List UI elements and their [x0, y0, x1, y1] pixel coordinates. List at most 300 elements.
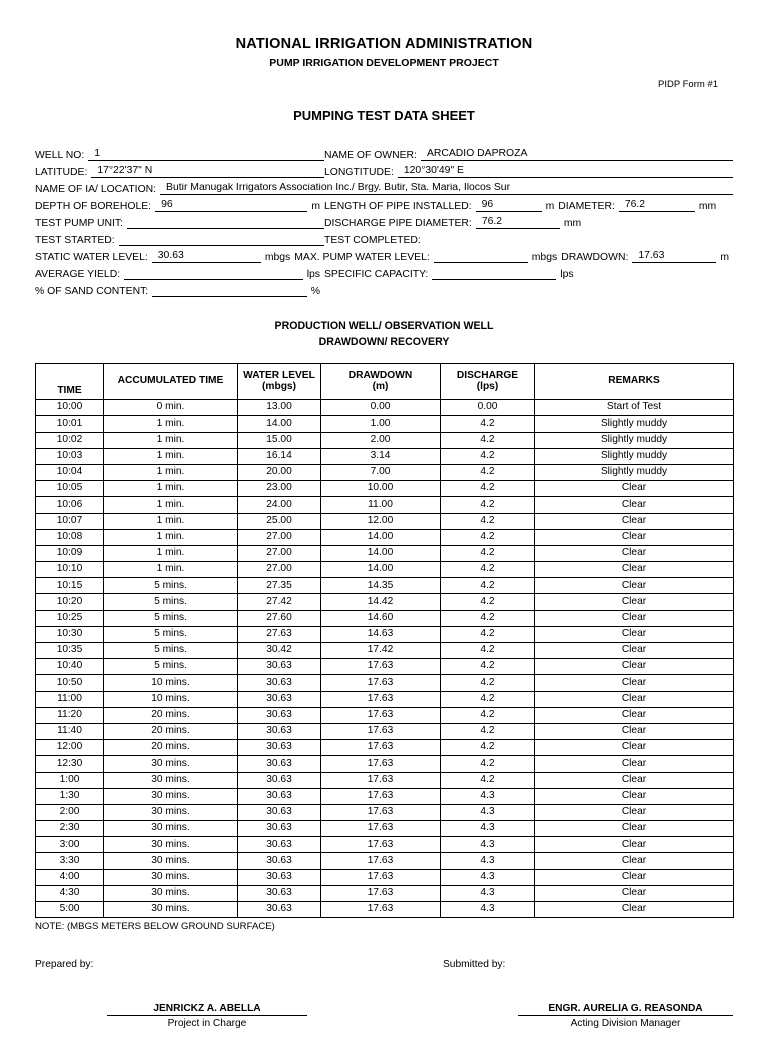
well-no-value[interactable]: 1: [88, 149, 324, 161]
avg-yield-value[interactable]: [124, 278, 303, 280]
cell-remarks: Slightly muddy: [535, 432, 734, 448]
static-water-label: STATIC WATER LEVEL:: [35, 252, 148, 264]
cell-remarks: Clear: [535, 740, 734, 756]
cell-remarks: Clear: [535, 885, 734, 901]
cell-discharge: 4.2: [441, 464, 535, 480]
cell-water-level: 30.63: [238, 885, 321, 901]
cell-discharge: 4.2: [441, 481, 535, 497]
cell-time: 1:00: [36, 772, 104, 788]
table-row: [36, 610, 734, 626]
cell-time: 4:00: [36, 869, 104, 885]
cell-accumulated-time: 30 mins.: [104, 821, 238, 837]
cell-drawdown: 17.63: [321, 869, 441, 885]
cell-time: 2:30: [36, 821, 104, 837]
cell-remarks: Clear: [535, 902, 734, 918]
cell-remarks: Clear: [535, 578, 734, 594]
cell-accumulated-time: 5 mins.: [104, 578, 238, 594]
cell-water-level: 30.63: [238, 821, 321, 837]
table-row: [36, 675, 734, 691]
table-row: [36, 756, 734, 772]
table-row: [36, 545, 734, 561]
table-row: [36, 837, 734, 853]
test-pump-unit-label: TEST PUMP UNIT:: [35, 218, 123, 230]
cell-water-level: 16.14: [238, 448, 321, 464]
cell-discharge: 4.2: [441, 740, 535, 756]
cell-accumulated-time: 20 mins.: [104, 723, 238, 739]
prepared-by-label: Prepared by:: [35, 959, 94, 971]
cell-time: 10:00: [36, 400, 104, 416]
cell-drawdown: 17.63: [321, 691, 441, 707]
cell-discharge: 4.2: [441, 578, 535, 594]
longitude-label: LONGTITUDE:: [324, 167, 394, 179]
cell-time: 10:02: [36, 432, 104, 448]
cell-water-level: 30.63: [238, 675, 321, 691]
field-row-test-times: [35, 229, 733, 246]
cell-water-level: 20.00: [238, 464, 321, 480]
cell-water-level: 30.63: [238, 723, 321, 739]
cell-discharge: 4.2: [441, 545, 535, 561]
cell-drawdown: 17.63: [321, 821, 441, 837]
section-title: [35, 319, 733, 350]
latitude-value[interactable]: 17°22'37" N: [91, 166, 324, 178]
cell-drawdown: 10.00: [321, 481, 441, 497]
cell-time: 12:30: [36, 756, 104, 772]
cell-drawdown: 17.63: [321, 756, 441, 772]
cell-time: 10:35: [36, 643, 104, 659]
cell-discharge: 4.2: [441, 643, 535, 659]
prepared-by-name: JENRICKZ A. ABELLA: [107, 1003, 307, 1016]
cell-drawdown: 11.00: [321, 497, 441, 513]
cell-water-level: 30.63: [238, 740, 321, 756]
cell-accumulated-time: 5 mins.: [104, 659, 238, 675]
table-header-row: [36, 364, 734, 400]
cell-drawdown: 17.42: [321, 643, 441, 659]
well-information-fields: [35, 144, 733, 297]
owner-label: NAME OF OWNER:: [324, 150, 417, 162]
cell-time: 10:09: [36, 545, 104, 561]
cell-drawdown: 14.42: [321, 594, 441, 610]
cell-remarks: Clear: [535, 804, 734, 820]
cell-remarks: Clear: [535, 562, 734, 578]
static-water-unit: mbgs: [264, 252, 291, 264]
drawdown-field-value[interactable]: 17.63: [632, 251, 716, 263]
cell-water-level: 13.00: [238, 400, 321, 416]
cell-accumulated-time: 30 mins.: [104, 804, 238, 820]
cell-remarks: Slightly muddy: [535, 464, 734, 480]
table-row: [36, 772, 734, 788]
test-started-value[interactable]: [119, 244, 324, 246]
cell-remarks: Clear: [535, 772, 734, 788]
cell-water-level: 27.60: [238, 610, 321, 626]
cell-accumulated-time: 1 min.: [104, 464, 238, 480]
table-row: [36, 562, 734, 578]
cell-accumulated-time: 1 min.: [104, 432, 238, 448]
cell-time: 10:30: [36, 626, 104, 642]
cell-discharge: 4.3: [441, 853, 535, 869]
specific-capacity-filler: [578, 279, 733, 280]
cell-water-level: 30.63: [238, 659, 321, 675]
cell-water-level: 27.00: [238, 562, 321, 578]
avg-yield-label: AVERAGE YIELD:: [35, 269, 121, 281]
submitted-by-label: Submitted by:: [443, 959, 506, 971]
cell-drawdown: 17.63: [321, 788, 441, 804]
table-body: [36, 400, 734, 918]
cell-remarks: Clear: [535, 643, 734, 659]
cell-water-level: 27.42: [238, 594, 321, 610]
longitude-value[interactable]: 120°30'49" E: [398, 166, 733, 178]
max-pump-value[interactable]: [434, 261, 528, 263]
cell-discharge: 4.3: [441, 821, 535, 837]
cell-remarks: Clear: [535, 513, 734, 529]
cell-remarks: Clear: [535, 481, 734, 497]
avg-yield-unit: lps: [306, 269, 320, 281]
cell-accumulated-time: 1 min.: [104, 448, 238, 464]
cell-accumulated-time: 10 mins.: [104, 675, 238, 691]
cell-water-level: 30.63: [238, 837, 321, 853]
column-header-drawdown-line1: DRAWDOWN: [348, 370, 413, 381]
cell-accumulated-time: 30 mins.: [104, 788, 238, 804]
column-header-accumulated-time-line1: ACCUMULATED TIME: [117, 375, 224, 387]
cell-time: 10:50: [36, 675, 104, 691]
cell-discharge: 4.2: [441, 416, 535, 432]
cell-accumulated-time: 1 min.: [104, 545, 238, 561]
cell-discharge: 0.00: [441, 400, 535, 416]
cell-water-level: 27.63: [238, 626, 321, 642]
cell-remarks: Clear: [535, 723, 734, 739]
table-row: [36, 400, 734, 416]
cell-water-level: 30.63: [238, 772, 321, 788]
cell-discharge: 4.2: [441, 659, 535, 675]
cell-remarks: Clear: [535, 788, 734, 804]
cell-discharge: 4.2: [441, 529, 535, 545]
specific-capacity-value[interactable]: [432, 278, 556, 280]
cell-water-level: 27.00: [238, 545, 321, 561]
signature-names-row: [35, 1003, 733, 1029]
submitted-by-block: [344, 1003, 733, 1029]
prepared-by-role: Project in Charge: [167, 1018, 247, 1030]
table-row: [36, 691, 734, 707]
cell-discharge: 4.2: [441, 497, 535, 513]
cell-water-level: 30.63: [238, 869, 321, 885]
cell-drawdown: 17.63: [321, 885, 441, 901]
cell-remarks: Clear: [535, 756, 734, 772]
cell-drawdown: 14.63: [321, 626, 441, 642]
cell-remarks: Clear: [535, 626, 734, 642]
project-subtitle: PUMP IRRIGATION DEVELOPMENT PROJECT: [269, 56, 499, 69]
cell-discharge: 4.2: [441, 448, 535, 464]
latitude-label: LATITUDE:: [35, 167, 88, 179]
table-row: [36, 740, 734, 756]
pumping-test-data-sheet-page: [0, 37, 768, 1061]
table-row: [36, 448, 734, 464]
table-row: [36, 885, 734, 901]
depth-borehole-unit: m: [311, 201, 320, 213]
field-row-water-levels: [35, 246, 733, 263]
length-pipe-unit: m: [545, 201, 555, 213]
sand-content-unit: %: [310, 286, 320, 298]
cell-remarks: Clear: [535, 529, 734, 545]
cell-water-level: 14.00: [238, 416, 321, 432]
cell-accumulated-time: 1 min.: [104, 562, 238, 578]
test-completed-value[interactable]: [425, 245, 733, 246]
cell-accumulated-time: 20 mins.: [104, 707, 238, 723]
table-row: [36, 464, 734, 480]
cell-time: 10:05: [36, 481, 104, 497]
table-header: [36, 364, 734, 400]
discharge-pipe-unit: mm: [563, 218, 582, 230]
cell-discharge: 4.2: [441, 594, 535, 610]
cell-time: 10:07: [36, 513, 104, 529]
cell-discharge: 4.2: [441, 756, 535, 772]
prepared-by-block: [35, 1003, 344, 1029]
test-completed-label: TEST COMPLETED:: [324, 235, 421, 247]
cell-drawdown: 14.60: [321, 610, 441, 626]
cell-water-level: 30.63: [238, 707, 321, 723]
cell-drawdown: 17.63: [321, 675, 441, 691]
cell-accumulated-time: 5 mins.: [104, 594, 238, 610]
cell-time: 10:08: [36, 529, 104, 545]
field-row-borehole-pipe: [35, 195, 733, 212]
cell-accumulated-time: 30 mins.: [104, 902, 238, 918]
diameter-value[interactable]: 76.2: [619, 200, 695, 212]
field-row-well-owner: [35, 144, 733, 161]
cell-time: 11:20: [36, 707, 104, 723]
section-title-line2: DRAWDOWN/ RECOVERY: [318, 335, 450, 348]
table-row: [36, 804, 734, 820]
cell-drawdown: 0.00: [321, 400, 441, 416]
cell-drawdown: 17.63: [321, 853, 441, 869]
cell-drawdown: 1.00: [321, 416, 441, 432]
table-row: [36, 853, 734, 869]
cell-drawdown: 17.63: [321, 723, 441, 739]
discharge-pipe-filler: [585, 228, 733, 229]
cell-water-level: 23.00: [238, 481, 321, 497]
sand-content-label: % OF SAND CONTENT:: [35, 286, 149, 298]
cell-accumulated-time: 10 mins.: [104, 691, 238, 707]
form-number: PIDP Form #1: [657, 79, 718, 91]
specific-capacity-unit: lps: [560, 269, 574, 281]
cell-remarks: Clear: [535, 869, 734, 885]
ia-location-value[interactable]: Butir Manugak Irrigators Association Inc./ Brgy. Butir, Sta. Maria, Ilocos Sur: [160, 183, 733, 195]
table-row: [36, 497, 734, 513]
cell-discharge: 4.3: [441, 837, 535, 853]
diameter-label: DIAMETER:: [558, 201, 615, 213]
table-row: [36, 902, 734, 918]
cell-remarks: Clear: [535, 853, 734, 869]
cell-time: 2:00: [36, 804, 104, 820]
column-header-water-level-line1: WATER LEVEL: [243, 370, 315, 381]
cell-time: 11:00: [36, 691, 104, 707]
cell-time: 10:40: [36, 659, 104, 675]
cell-accumulated-time: 1 min.: [104, 497, 238, 513]
cell-accumulated-time: 1 min.: [104, 529, 238, 545]
cell-discharge: 4.2: [441, 723, 535, 739]
cell-time: 10:06: [36, 497, 104, 513]
column-header-drawdown: [321, 364, 441, 400]
cell-water-level: 27.00: [238, 529, 321, 545]
table-row: [36, 788, 734, 804]
cell-discharge: 4.2: [441, 707, 535, 723]
cell-drawdown: 14.00: [321, 562, 441, 578]
signature-section: [35, 959, 733, 1029]
cell-water-level: 30.63: [238, 756, 321, 772]
cell-drawdown: 17.63: [321, 902, 441, 918]
cell-discharge: 4.2: [441, 432, 535, 448]
max-pump-unit: mbgs: [531, 252, 558, 264]
cell-water-level: 30.42: [238, 643, 321, 659]
drawdown-field-unit: m: [720, 252, 729, 264]
cell-time: 10:03: [36, 448, 104, 464]
sheet-title: PUMPING TEST DATA SHEET: [293, 108, 475, 124]
cell-time: 10:04: [36, 464, 104, 480]
cell-accumulated-time: 0 min.: [104, 400, 238, 416]
cell-accumulated-time: 30 mins.: [104, 853, 238, 869]
cell-time: 10:15: [36, 578, 104, 594]
cell-time: 10:01: [36, 416, 104, 432]
cell-water-level: 30.63: [238, 804, 321, 820]
cell-time: 3:00: [36, 837, 104, 853]
table-row: [36, 626, 734, 642]
section-title-line1: PRODUCTION WELL/ OBSERVATION WELL: [274, 320, 494, 333]
table-row: [36, 578, 734, 594]
cell-remarks: Clear: [535, 610, 734, 626]
cell-discharge: 4.3: [441, 788, 535, 804]
ia-location-label: NAME OF IA/ LOCATION:: [35, 184, 157, 196]
cell-time: 1:30: [36, 788, 104, 804]
column-header-time-line1: TIME: [57, 384, 82, 396]
table-row: [36, 432, 734, 448]
table-row: [36, 643, 734, 659]
cell-time: 10:10: [36, 562, 104, 578]
cell-discharge: 4.2: [441, 772, 535, 788]
cell-drawdown: 14.35: [321, 578, 441, 594]
cell-water-level: 25.00: [238, 513, 321, 529]
test-started-label: TEST STARTED:: [35, 235, 115, 247]
cell-discharge: 4.2: [441, 691, 535, 707]
well-no-label: WELL NO:: [35, 150, 85, 162]
column-header-accumulated-time: [104, 364, 238, 400]
field-row-lat-long: [35, 161, 733, 178]
static-water-value[interactable]: 30.63: [152, 251, 261, 263]
cell-time: 5:00: [36, 902, 104, 918]
submitted-by-name: ENGR. AURELIA G. REASONDA: [518, 1003, 733, 1016]
document-header: [35, 37, 733, 69]
cell-discharge: 4.3: [441, 885, 535, 901]
cell-drawdown: 3.14: [321, 448, 441, 464]
cell-remarks: Clear: [535, 497, 734, 513]
agency-title: NATIONAL IRRIGATION ADMINISTRATION: [235, 36, 533, 52]
cell-water-level: 27.35: [238, 578, 321, 594]
cell-drawdown: 17.63: [321, 772, 441, 788]
cell-accumulated-time: 30 mins.: [104, 885, 238, 901]
table-row: [36, 869, 734, 885]
cell-remarks: Slightly muddy: [535, 416, 734, 432]
cell-remarks: Clear: [535, 691, 734, 707]
pumping-test-table: [35, 363, 734, 918]
cell-drawdown: 12.00: [321, 513, 441, 529]
table-row: [36, 481, 734, 497]
cell-water-level: 30.63: [238, 853, 321, 869]
cell-drawdown: 17.63: [321, 740, 441, 756]
diameter-unit: mm: [698, 201, 717, 213]
cell-drawdown: 7.00: [321, 464, 441, 480]
test-pump-unit-value[interactable]: [127, 227, 324, 229]
cell-accumulated-time: 30 mins.: [104, 756, 238, 772]
cell-remarks: Clear: [535, 707, 734, 723]
cell-discharge: 4.3: [441, 804, 535, 820]
depth-borehole-value[interactable]: 96: [155, 200, 307, 212]
cell-time: 10:20: [36, 594, 104, 610]
column-header-remarks: [535, 364, 734, 400]
cell-remarks: Clear: [535, 821, 734, 837]
cell-time: 3:30: [36, 853, 104, 869]
cell-drawdown: 17.63: [321, 707, 441, 723]
column-header-time: [36, 364, 104, 400]
discharge-pipe-label: DISCHARGE PIPE DIAMETER:: [324, 218, 472, 230]
cell-discharge: 4.3: [441, 869, 535, 885]
cell-discharge: 4.2: [441, 610, 535, 626]
cell-accumulated-time: 5 mins.: [104, 643, 238, 659]
table-row: [36, 513, 734, 529]
cell-remarks: Clear: [535, 545, 734, 561]
cell-drawdown: 17.63: [321, 659, 441, 675]
cell-accumulated-time: 30 mins.: [104, 772, 238, 788]
length-pipe-label: LENGTH OF PIPE INSTALLED:: [324, 201, 472, 213]
cell-accumulated-time: 1 min.: [104, 481, 238, 497]
cell-time: 10:25: [36, 610, 104, 626]
cell-accumulated-time: 5 mins.: [104, 610, 238, 626]
cell-drawdown: 2.00: [321, 432, 441, 448]
table-row: [36, 416, 734, 432]
field-row-pump-discharge: [35, 212, 733, 229]
cell-time: 11:40: [36, 723, 104, 739]
max-pump-label: MAX. PUMP WATER LEVEL:: [294, 252, 430, 264]
length-pipe-value[interactable]: 96: [476, 200, 542, 212]
field-row-sand-content: [35, 280, 733, 297]
cell-discharge: 4.2: [441, 513, 535, 529]
sand-content-value[interactable]: [152, 295, 307, 297]
cell-water-level: 24.00: [238, 497, 321, 513]
field-row-ia-location: [35, 178, 733, 195]
cell-drawdown: 14.00: [321, 529, 441, 545]
depth-borehole-label: DEPTH OF BOREHOLE:: [35, 201, 152, 213]
owner-value[interactable]: ARCADIO DAPROZA: [421, 149, 733, 161]
column-header-discharge-line2: (lps): [476, 380, 499, 392]
table-note: NOTE: (MBGS METERS BELOW GROUND SURFACE): [35, 921, 275, 933]
cell-drawdown: 17.63: [321, 837, 441, 853]
cell-water-level: 30.63: [238, 691, 321, 707]
cell-discharge: 4.3: [441, 902, 535, 918]
cell-remarks: Clear: [535, 659, 734, 675]
submitted-by-role: Acting Division Manager: [570, 1018, 681, 1030]
table-row: [36, 821, 734, 837]
column-header-drawdown-line2: (m): [372, 380, 389, 392]
discharge-pipe-value[interactable]: 76.2: [476, 217, 560, 229]
signature-labels-row: [35, 959, 733, 970]
cell-drawdown: 17.63: [321, 804, 441, 820]
cell-remarks: Start of Test: [535, 400, 734, 416]
column-header-remarks-line1: REMARKS: [608, 375, 660, 387]
cell-time: 4:30: [36, 885, 104, 901]
table-row: [36, 723, 734, 739]
cell-discharge: 4.2: [441, 562, 535, 578]
cell-accumulated-time: 1 min.: [104, 416, 238, 432]
cell-accumulated-time: 20 mins.: [104, 740, 238, 756]
column-header-discharge-line1: DISCHARGE: [456, 370, 519, 381]
column-header-water-level-line2: (mbgs): [262, 380, 296, 392]
table-row: [36, 659, 734, 675]
field-row-yield-capacity: [35, 263, 733, 280]
